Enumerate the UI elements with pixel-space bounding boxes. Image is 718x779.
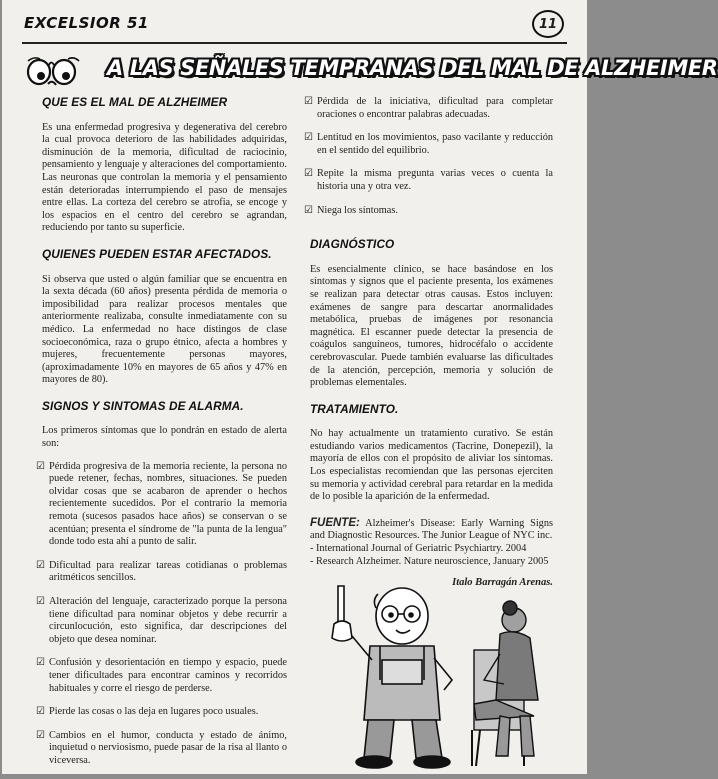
cartoon-illustration [324,580,564,770]
list-item: ☑ Confusión y desorientación en tiempo y espacio, puede tener dificultades para encontrar caminos y recorridos habituales y corre el riesgo de perderse. [36,657,287,694]
section-heading-affected: QUIENES PUEDEN ESTAR AFECTADOS. [42,246,272,261]
check-box-icon: ☑ [304,96,313,107]
section-heading-diagnosis: DIAGNÓSTICO [310,237,395,252]
list-item: ☑ Dificultad para realizar tareas cotidianas o problemas aritméticos sencillos. [36,559,287,584]
source-line: - Research Alzheimer. Nature neuroscience, January 2005 [310,555,549,567]
check-box-icon: ☑ [36,729,45,741]
left-column [36,95,287,779]
list-item: ☑ Niega los síntomas. [304,204,398,216]
section-text-what-is: Es una enfermedad progresiva y degenerativa del cerebro la cual provoca deterioro de las habilidades adquiridas, disminución de la memoria, dificultad de raciocinio, pensamiento y lenguaje y alteraciones del comportamiento. Las neuronas que controlan la memoria y el pensamiento están deterioradas interrumpiendo el paso de mensajes entre ellas. La corteza del cerebro se atrofia, se encoge y los espacios en el centro del cerebro se agrandan, reduciendo por tanto su superficie. [42,121,287,234]
source-text: Alzheimer's Disease: Early Warning Signs and Diagnostic Resources. The Junior League of NYC inc. [310,517,553,542]
source-line: - International Journal of Geriatric Psychiartry. 2004 [310,543,527,555]
section-text-treatment: No hay actualmente un tratamiento curativo. Se están estudiando varios medicamentos (Tacrine, Donepezil), la mayoría de ellos con el propósito de aliviar los síntomas. Los especialistas recomiendan que las personas ejerciten su memoria y actividad cerebral para retardar en la medida de lo posible la aparición de la enfermedad. [310,428,553,503]
check-box-icon: ☑ [36,559,45,571]
source-block [310,517,553,543]
old-man-cartoon [332,586,452,768]
check-box-icon: ☑ [36,460,45,472]
article-author: Italo Barragán Arenas. [452,577,553,589]
section-heading-signs: SIGNOS Y SINTOMAS DE ALARMA. [42,398,244,413]
list-item: ☑ Repite la misma pregunta varias veces o cuenta la historia una y otra vez. [304,168,553,192]
section-text-diagnosis: Es esencialmente clínico, se hace basándose en los síntomas y signos que el paciente presenta, los exámenes se realizan para detectar otras causas. Estos incluyen: exámenes de sangre para descartar anormalidades metabólica, pruebas de imágenes por resonancia magnética. El escanner puede detectar la presencia de coágulos sanguíneos, tumores, hidrocéfalo o accidente cerebrovascular. Puede también evaluarse las dificultades de la atención, percepción, memoria y solución de problemas elementales. [310,263,553,389]
section-text-signs-intro: Los primeros síntomas que lo pondrán en estado de alerta son: [42,425,287,450]
check-box-icon: ☑ [304,204,313,216]
list-item: ☑ Cambios en el humor, conducta y estado de ánimo, inquietud o nerviosismo, puede pasar de la risa al llanto o viceversa. [36,729,287,766]
section-text-affected: Si observa que usted o algún familiar que se encuentra en la sexta década (60 años) presenta pérdida de memoria o imposibilidad para realizar procesos mentales que anteriormente realizaba, consulte inmediatamente con su médico. La enfermedad no hace distingos de clase socioeconómica, raza o grupo étnico, afecta a hombres y mujeres, frecuentemente personas mayores, (aproximadamente 10% en mayores de 65 años y 47% en mayores de 80). [42,273,287,386]
source-label: FUENTE: [310,516,360,529]
page-number: 11 [532,10,564,38]
check-box-icon: ☑ [304,132,313,144]
section-heading-what-is: QUE ES EL MAL DE ALZHEIMER [42,95,228,109]
eye-icon [24,55,104,87]
magazine-brand: EXCELSIOR 51 [24,14,149,32]
list-item: ☑ Alteración del lenguaje, caracterizado porque la persona tiene dificultad para nominar objetos y debe recurrir a circunlocución, esto significa, dar descripciones del objeto que desea nominar. [36,596,287,645]
list-item: ☑ Pierde las cosas o las deja en lugares poco usuales. [36,706,259,718]
check-box-icon: ☑ [36,657,45,669]
list-item: ☑ Pérdida progresiva de la memoria reciente, la persona no puede retener, fechas, nombres, situaciones. Se pueden olvidar cosas que se acabaron de aprender o hechos recientemente sucedidos. Por el contrario la memoria remota (sucesos pasados hace años) se conservan o se acentúan; presenta el síndrome de "la punta de la lengua" donde todo esta ahí a punto de salir. [36,460,287,548]
header-divider [22,42,567,44]
check-box-icon: ☑ [36,596,45,607]
section-heading-treatment: TRATAMIENTO. [310,401,399,416]
magazine-page [2,0,718,774]
article-title: A LAS SEÑALES TEMPRANAS DEL MAL DE ALZHEIMER [107,56,718,80]
right-column [304,96,553,590]
list-item: ☑ Pérdida de la iniciativa, dificultad para completar oraciones o encontrar palabras adecuadas. [304,96,553,120]
check-box-icon: ☑ [36,706,45,718]
check-box-icon: ☑ [304,168,313,180]
seated-woman-cartoon [472,601,538,766]
list-item: ☑ Lentitud en los movimientos, paso vacilante y reducción en el sentido del equilibrio. [304,132,553,156]
